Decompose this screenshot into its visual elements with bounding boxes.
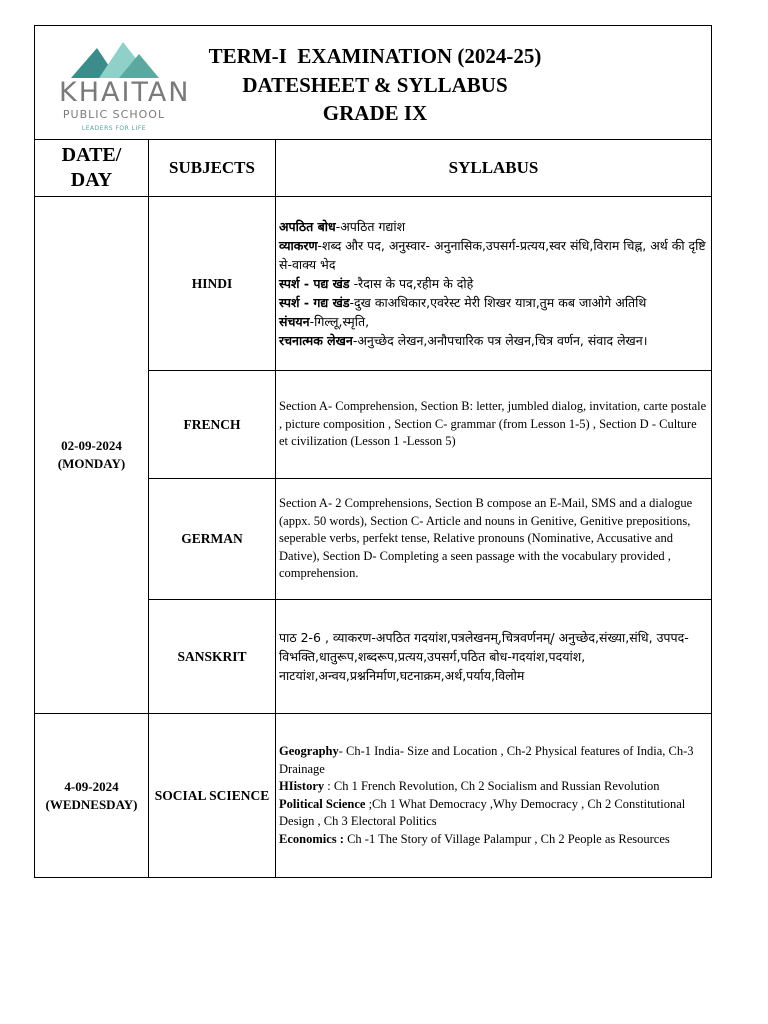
logo-tagline: LEADERS FOR LIFE (81, 125, 147, 132)
exam-date: 4-09-2024 (64, 778, 119, 794)
syllabus-line: अपठित बोध-अपठित गद्यांश (279, 219, 406, 234)
syllabus-line: स्पर्श - गद्य खंड-दुख काअधिकार,एवरेस्ट मेरी शिखर यात्रा,तुम कब जाओगे अतिथि (279, 295, 647, 310)
subject-sanskrit: SANSKRIT (149, 600, 276, 714)
column-header-date-text: DATE/ DAY (61, 144, 122, 191)
exam-day: (WEDNESDAY) (45, 796, 138, 812)
syllabus-line: Geography- Ch-1 India- Size and Location , Ch-2 Physical features of India, Ch-3 Drainage (279, 744, 694, 776)
header-cell (35, 26, 712, 140)
subject-french: FRENCH (149, 371, 276, 479)
exam-date-cell (35, 197, 149, 714)
logo-subtitle: PUBLIC SCHOOL (62, 108, 166, 121)
syllabus-french: Section A- Comprehension, Section B: letter, jumbled dialog, invitation, carte postale , picture composition , Section C- grammar (from Lesson 1-5) , Section D - Culture et civilization (Lesson 1 -Lesson 5) (276, 371, 712, 479)
subject-german: GERMAN (149, 479, 276, 600)
syllabus-line: Economics : Ch -1 The Story of Village Palampur , Ch 2 People as Resources (279, 831, 670, 846)
exam-day: (MONDAY) (57, 456, 126, 471)
syllabus-sanskrit: पाठ 2-6 , व्याकरण-अपठित गदयांश,पत्रलेखनम्,चित्रवर्णनम्/ अनुच्छेद,संख्या,संधि, उपपद-विभक्ति,धातुरूप,शब्दरूप,प्रत्यय,उपसर्ग,पठित बोध-गदयांश,पदयांश, नाटयांश,अन्वय,प्रश्ननिर्माण,घटनाक्रम,अर्थ,पर्याय,विलोम (276, 600, 712, 714)
logo-name: KHAITAN (59, 77, 191, 108)
syllabus-hindi (276, 197, 712, 371)
datesheet (34, 25, 711, 878)
subject-hindi: HINDI (149, 197, 276, 371)
syllabus-line: HIistory : Ch 1 French Revolution, Ch 2 Socialism and Russian Revolution (279, 779, 660, 793)
syllabus-line: संचयन-गिल्लू,स्मृति, (279, 314, 370, 329)
mountain-icon (59, 40, 169, 80)
page-title (175, 42, 575, 128)
title-line-1: TERM-I EXAMINATION (2024-25) (208, 44, 542, 68)
datesheet-table (34, 25, 712, 878)
column-header-syllabus: SYLLABUS (276, 140, 712, 197)
syllabus-line: व्याकरण-शब्द और पद, अनुस्वार- अनुनासिक,उपसर्ग-प्रत्यय,स्वर संधि,विराम चिह्न, अर्थ की दृष्टि से-वाक्य भेद (279, 238, 706, 272)
school-logo (59, 40, 191, 132)
syllabus-line: स्पर्श - पद्य खंड -रैदास के पद,रहीम के दोहे (279, 276, 474, 291)
subject-social-science: SOCIAL SCIENCE (149, 714, 276, 878)
column-header-subjects: SUBJECTS (149, 140, 276, 197)
exam-date-cell (35, 714, 149, 878)
syllabus-social-science (276, 714, 712, 878)
column-header-date (35, 140, 149, 197)
syllabus-german: Section A- 2 Comprehensions, Section B compose an E-Mail, SMS and a dialogue (appx. 50 words), Section C- Article and nouns in Genitive, Genitive prepositions, seperable verbs, perfekt tense, Relative pronouns (Nominative, Accusative and Dative), Section D- Completing a seen passage with the vocabulary provided , comprehension. (276, 479, 712, 600)
syllabus-line: Political Science ;Ch 1 What Democracy ,Why Democracy , Ch 2 Constitutional Design , Ch 3 Electoral Politics (279, 796, 686, 828)
exam-date: 02-09-2024 (61, 438, 122, 453)
title-line-3: GRADE IX (322, 101, 428, 125)
title-line-2: DATESHEET & SYLLABUS (242, 72, 508, 97)
syllabus-line: रचनात्मक लेखन-अनुच्छेद लेखन,अनौपचारिक पत्र लेखन,चित्र वर्णन, संवाद लेखन। (279, 333, 648, 348)
